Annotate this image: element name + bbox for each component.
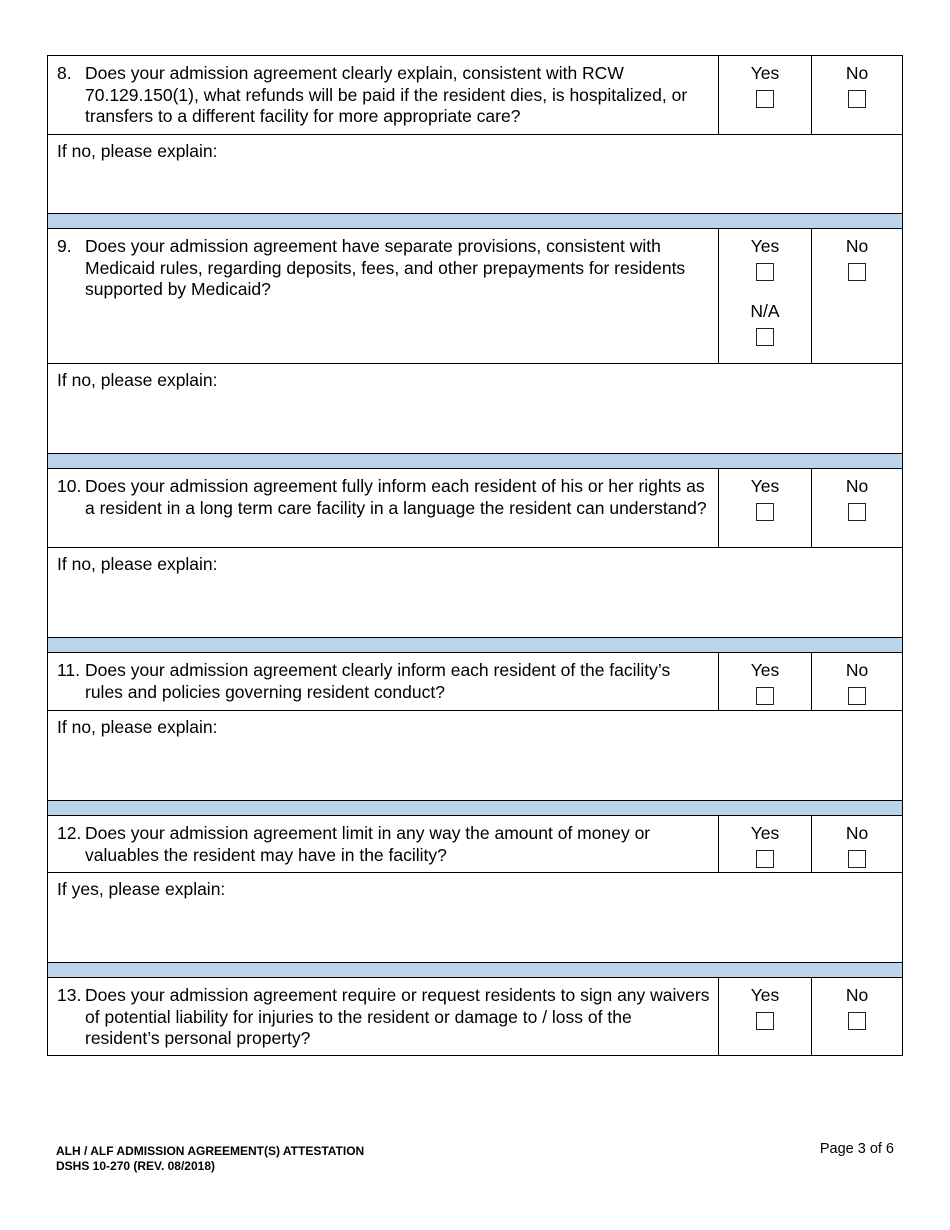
- question-text: Does your admission agreement require or request residents to sign any waivers of potential liability for injuries to the resident or damage to / loss of the resident’s personal property?: [85, 985, 710, 1048]
- no-label: No: [845, 985, 869, 1005]
- section-divider: [48, 637, 902, 652]
- q10-yes-checkbox[interactable]: [756, 503, 774, 521]
- explain-label: If yes, please explain:: [57, 879, 226, 899]
- q12-explain-field[interactable]: [48, 872, 902, 962]
- na-label: N/A: [750, 301, 780, 321]
- form-number: DSHS 10-270 (REV. 08/2018): [56, 1158, 215, 1173]
- explain-label: If no, please explain:: [57, 554, 218, 574]
- q8-yes-checkbox[interactable]: [756, 90, 774, 108]
- form-title: ALH / ALF ADMISSION AGREEMENT(S) ATTESTATION: [56, 1144, 365, 1158]
- question-number: 11.: [57, 660, 81, 680]
- question-number: 12.: [57, 823, 82, 843]
- question-text: Does your admission agreement limit in any way the amount of money or valuables the resident may have in the facility?: [85, 823, 651, 865]
- explain-label: If no, please explain:: [57, 141, 218, 161]
- question-number: 8.: [57, 63, 72, 83]
- question-9: [48, 228, 902, 363]
- yes-label: Yes: [750, 985, 780, 1005]
- q13-no-checkbox[interactable]: [848, 1012, 866, 1030]
- section-divider: [48, 453, 902, 468]
- yes-label: Yes: [750, 63, 780, 83]
- question-number: 10.: [57, 476, 82, 496]
- attestation-form: [47, 55, 903, 1056]
- explain-label: If no, please explain:: [57, 717, 218, 737]
- question-8: [48, 55, 902, 134]
- question-number: 9.: [57, 236, 72, 256]
- section-divider: [48, 213, 902, 228]
- form-footer: [56, 1144, 364, 1173]
- q13-yes-checkbox[interactable]: [756, 1012, 774, 1030]
- q11-explain-field[interactable]: [48, 710, 902, 800]
- q9-yes-checkbox[interactable]: [756, 263, 774, 281]
- q8-no-checkbox[interactable]: [848, 90, 866, 108]
- yes-label: Yes: [750, 236, 780, 256]
- question-text: Does your admission agreement fully inform each resident of his or her rights as a resident in a long term care facility in a language the resident can understand?: [85, 476, 707, 518]
- no-label: No: [845, 660, 869, 680]
- no-label: No: [845, 236, 869, 256]
- q12-yes-checkbox[interactable]: [756, 850, 774, 868]
- yes-label: Yes: [750, 660, 780, 680]
- q12-no-checkbox[interactable]: [848, 850, 866, 868]
- question-10: [48, 468, 902, 547]
- q9-no-checkbox[interactable]: [848, 263, 866, 281]
- q11-no-checkbox[interactable]: [848, 687, 866, 705]
- section-divider: [48, 962, 902, 977]
- section-divider: [48, 800, 902, 815]
- question-text: Does your admission agreement clearly explain, consistent with RCW 70.129.150(1), what refunds will be paid if the resident dies, is hospitalized, or transfers to a different facility for more appropriate care?: [85, 63, 688, 126]
- yes-label: Yes: [750, 823, 780, 843]
- explain-label: If no, please explain:: [57, 370, 218, 390]
- q9-na-checkbox[interactable]: [756, 328, 774, 346]
- q9-explain-field[interactable]: [48, 363, 902, 453]
- no-label: No: [845, 63, 869, 83]
- q8-explain-field[interactable]: [48, 134, 902, 213]
- yes-label: Yes: [750, 476, 780, 496]
- no-label: No: [845, 823, 869, 843]
- question-11: [48, 652, 902, 710]
- q10-explain-field[interactable]: [48, 547, 902, 637]
- q11-yes-checkbox[interactable]: [756, 687, 774, 705]
- q10-no-checkbox[interactable]: [848, 503, 866, 521]
- no-label: No: [845, 476, 869, 496]
- question-text: Does your admission agreement clearly inform each resident of the facility’s rules and policies governing resident conduct?: [85, 660, 671, 702]
- page-number: Page 3 of 6: [819, 1141, 894, 1157]
- question-12: [48, 815, 902, 872]
- question-13: [48, 977, 902, 1056]
- question-text: Does your admission agreement have separate provisions, consistent with Medicaid rules, regarding deposits, fees, and other prepayments for residents supported by Medicaid?: [85, 236, 686, 299]
- question-number: 13.: [57, 985, 82, 1005]
